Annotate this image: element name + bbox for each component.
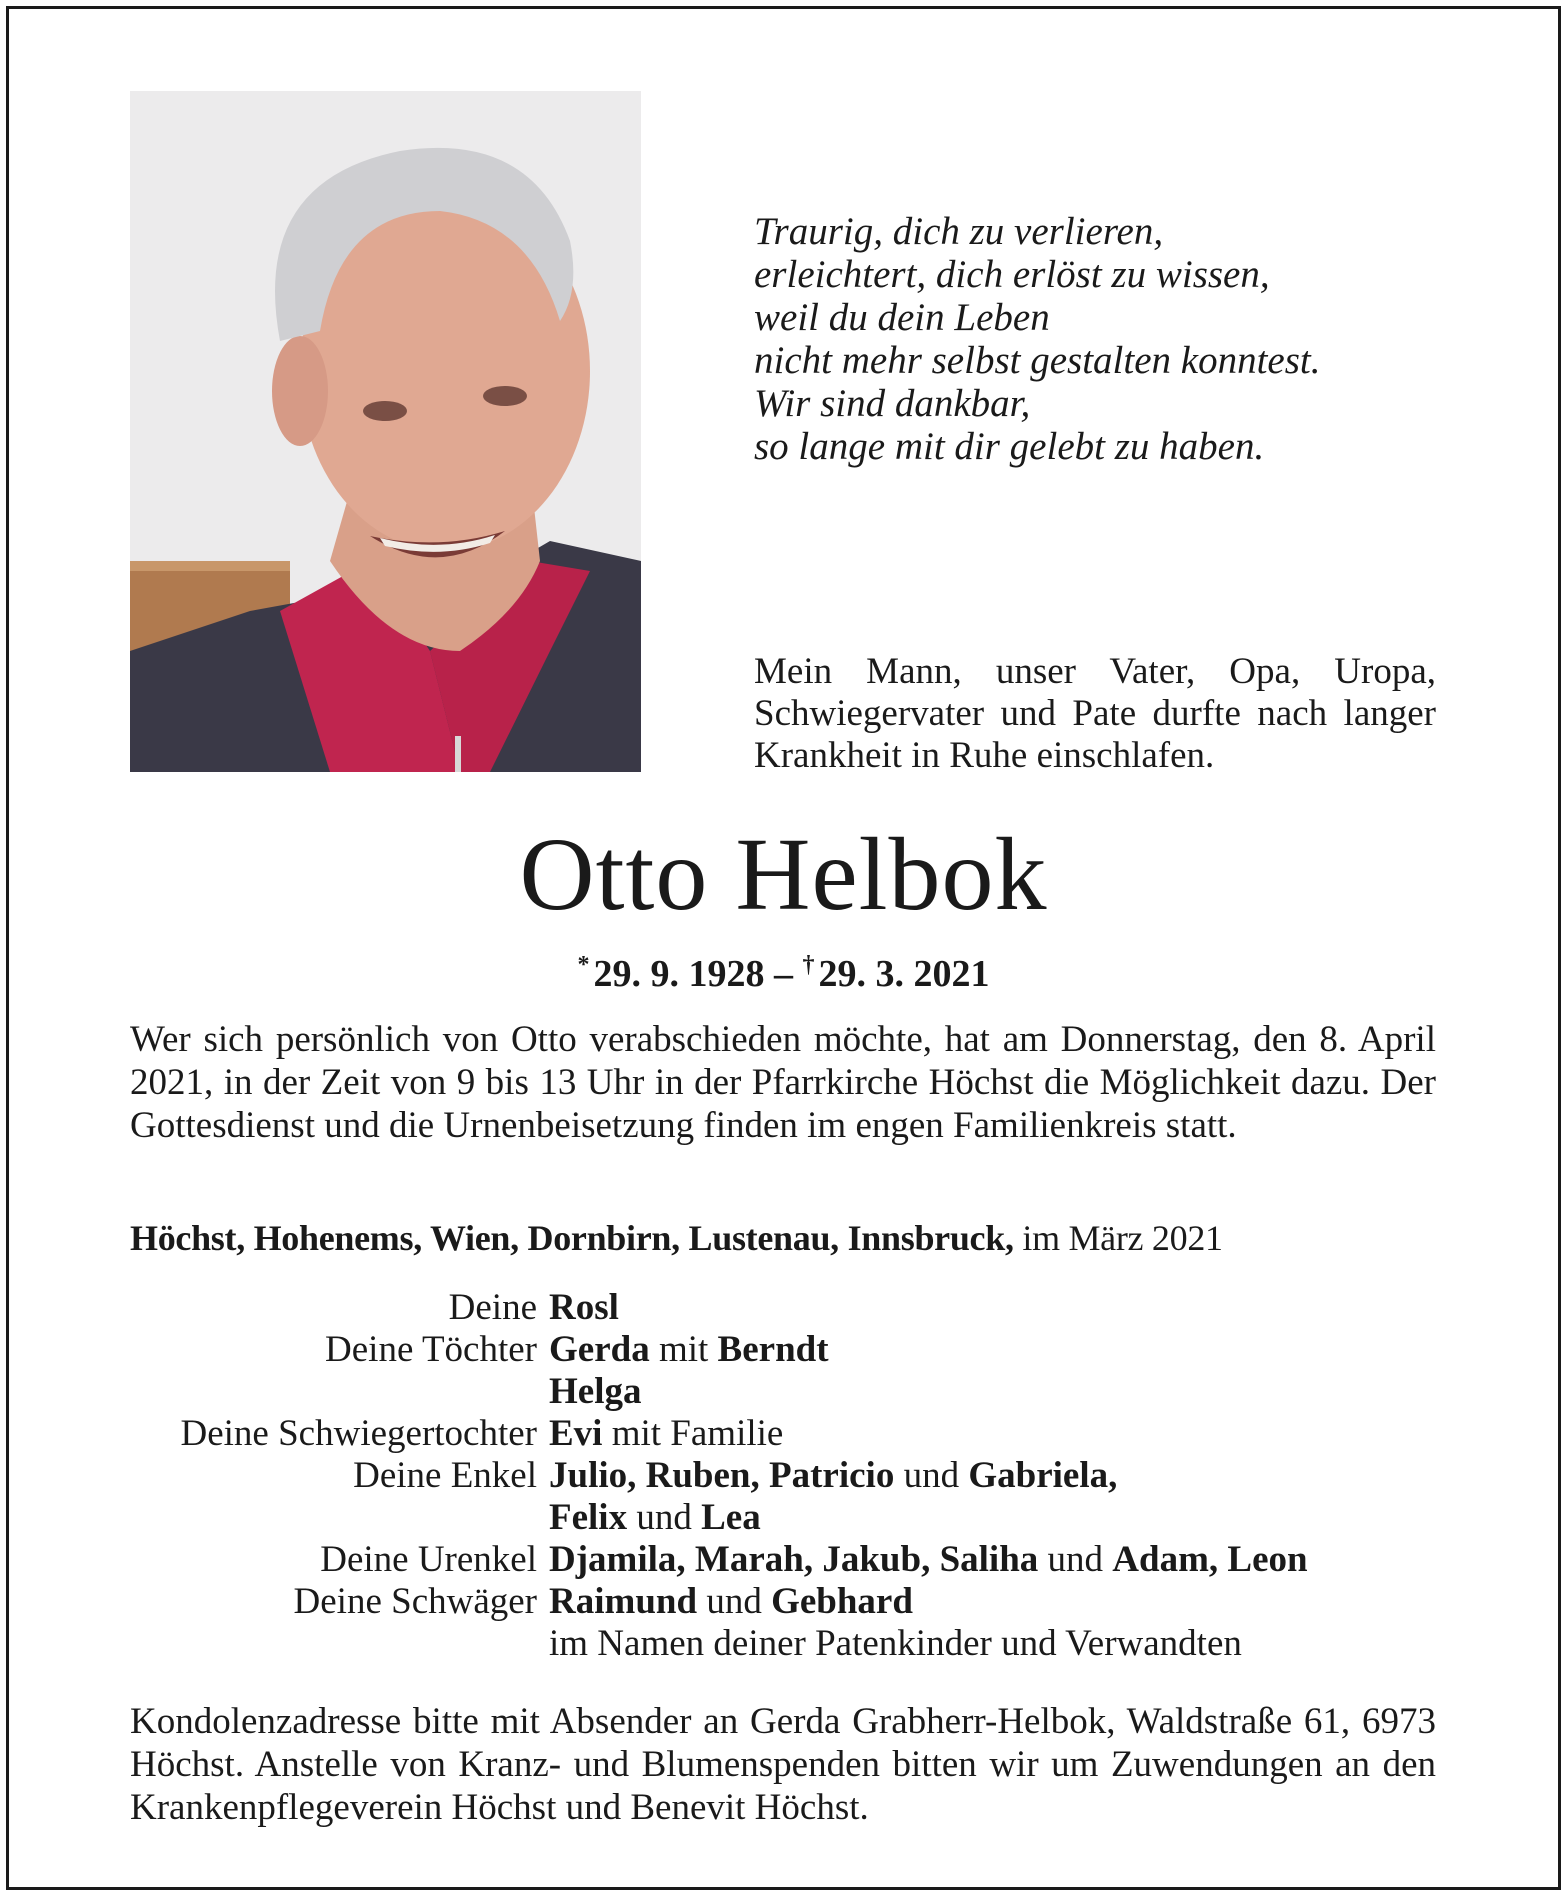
family-names <box>549 1413 1450 1455</box>
family-row <box>130 1623 1450 1665</box>
intro-text: Mein Mann, unser Vater, Opa, Uropa, Schwiegervater und Pate durfte nach langer Krankheit in Ruhe einschlafen. <box>754 651 1436 776</box>
family-list <box>130 1287 1450 1665</box>
places-date: im März 2021 <box>1013 1218 1223 1258</box>
family-names <box>549 1287 1450 1329</box>
family-row <box>130 1539 1450 1581</box>
family-relation: Deine Urenkel <box>320 1539 537 1580</box>
family-relation: Deine <box>448 1287 537 1328</box>
places-line <box>130 1216 1440 1260</box>
family-names <box>549 1623 1450 1665</box>
family-member-name: Gerda <box>549 1329 650 1370</box>
family-member-name: Evi <box>549 1413 603 1454</box>
family-relation <box>130 1371 549 1413</box>
date-dash: – <box>764 953 803 995</box>
family-connector: und <box>697 1581 772 1622</box>
poem-line: nicht mehr selbst gestalten konntest. <box>754 339 1321 382</box>
life-dates <box>0 943 1567 996</box>
farewell-text: Wer sich persönlich von Otto verabschieden möchte, hat am Donnerstag, den 8. April 2021, in der Zeit von 9 bis 13 Uhr in der Pfarrkirche Höchst die Möglichkeit dazu. Der Gottesdienst und die Urnenbeisetzung finden im engen Familienkreis statt. <box>130 1019 1436 1146</box>
death-symbol: † <box>802 952 815 978</box>
family-member-name: Berndt <box>717 1329 829 1370</box>
family-row <box>130 1287 1450 1329</box>
family-connector: und <box>1038 1539 1113 1580</box>
family-relation <box>130 1497 549 1539</box>
family-relation: Deine Enkel <box>353 1455 537 1496</box>
poem-line: weil du dein Leben <box>754 296 1050 339</box>
birth-symbol: * <box>577 952 590 978</box>
family-connector: und <box>894 1455 969 1496</box>
family-names <box>549 1497 1450 1539</box>
family-names <box>549 1329 1450 1371</box>
family-names <box>549 1371 1450 1413</box>
family-relation: Deine Töchter <box>325 1329 537 1370</box>
family-connector: mit Familie <box>602 1413 784 1454</box>
family-row <box>130 1581 1450 1623</box>
family-connector: mit <box>649 1329 718 1370</box>
poem-line: Wir sind dankbar, <box>754 382 1031 425</box>
death-date: 29. 3. 2021 <box>818 953 990 995</box>
deceased-name: Otto Helbok <box>519 817 1048 932</box>
poem-line: Traurig, dich zu verlieren, <box>754 210 1164 253</box>
portrait-illustration <box>130 91 641 772</box>
family-member-name: Djamila, Marah, Jakub, Saliha <box>549 1539 1039 1580</box>
portrait-photo <box>130 91 641 772</box>
family-member-name: Gebhard <box>771 1581 913 1622</box>
family-member-name: Lea <box>701 1497 761 1538</box>
family-row <box>130 1413 1450 1455</box>
family-names <box>549 1581 1450 1623</box>
family-member-name: Raimund <box>549 1581 698 1622</box>
family-row <box>130 1371 1450 1413</box>
condolence-text: Kondolenzadresse bitte mit Absender an Gerda Grabherr-Helbok, Waldstraße 61, 6973 Höchst. Anstelle von Kranz- und Blumenspenden bitten wir um Zuwendungen an den Krankenpflegeverein Höchst und Benevit Höchst. <box>130 1701 1436 1828</box>
family-member-name: Gabriela, <box>968 1455 1118 1496</box>
places-names: Höchst, Hohenems, Wien, Dornbirn, Lustenau, Innsbruck, <box>130 1218 1014 1258</box>
family-names <box>549 1539 1450 1581</box>
family-member-name: Julio, Ruben, Patricio <box>549 1455 895 1496</box>
family-connector: im Namen deiner Patenkinder und Verwandten <box>549 1623 1242 1664</box>
poem-line: erleichtert, dich erlöst zu wissen, <box>754 253 1270 296</box>
family-member-name: Helga <box>549 1371 642 1412</box>
family-member-name: Felix <box>549 1497 628 1538</box>
family-member-name: Adam, Leon <box>1112 1539 1308 1580</box>
family-relation <box>130 1623 549 1665</box>
birth-date: 29. 9. 1928 <box>593 953 765 995</box>
family-row <box>130 1455 1450 1497</box>
family-relation: Deine Schwiegertochter <box>180 1413 537 1454</box>
family-row <box>130 1497 1450 1539</box>
poem-line: so lange mit dir gelebt zu haben. <box>754 425 1265 468</box>
family-names <box>549 1455 1450 1497</box>
poem <box>754 210 1454 468</box>
family-row <box>130 1329 1450 1371</box>
family-connector: und <box>627 1497 702 1538</box>
family-member-name: Rosl <box>549 1287 619 1328</box>
family-relation: Deine Schwäger <box>293 1581 537 1622</box>
